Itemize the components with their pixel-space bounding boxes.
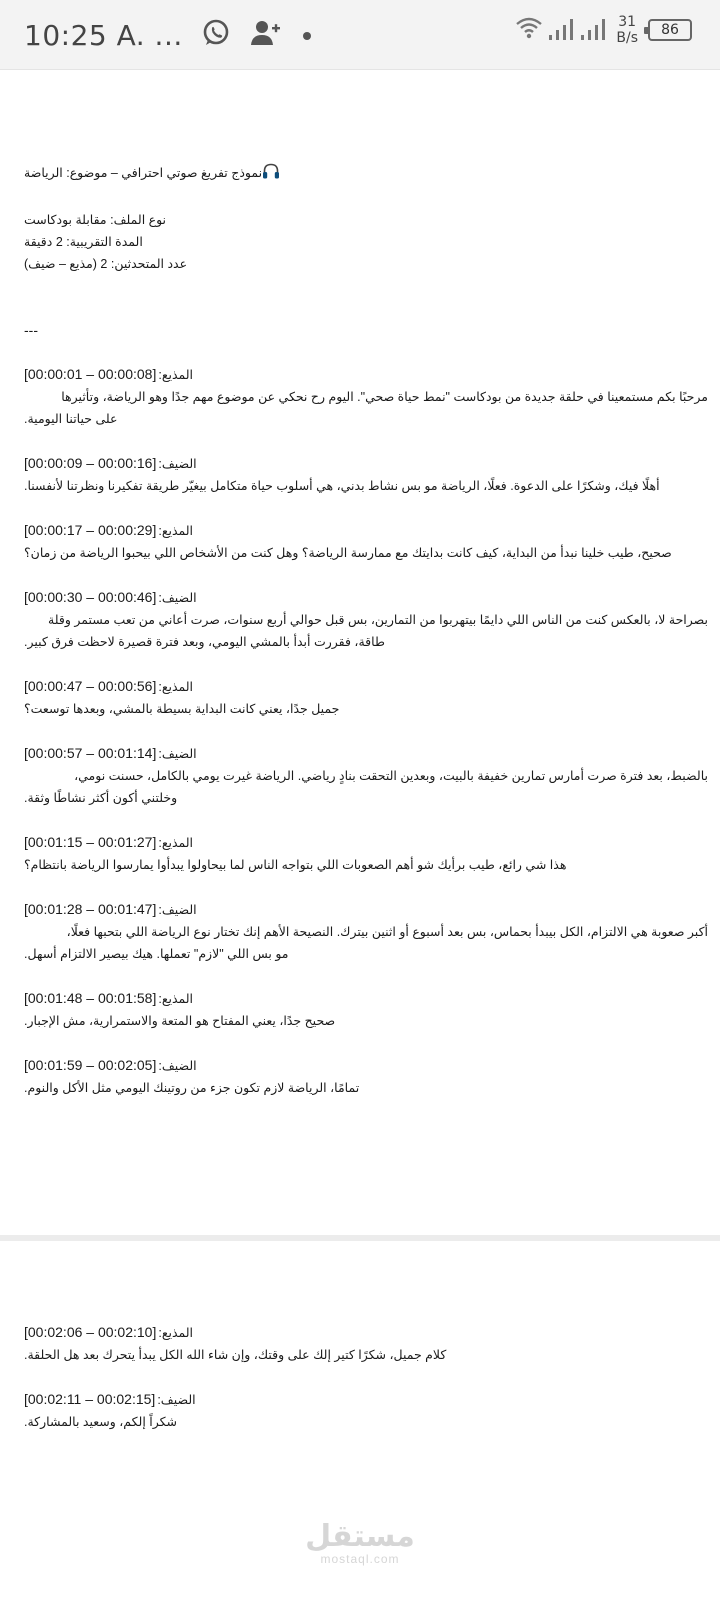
clock: 10:25 A. ...	[24, 19, 183, 52]
transcript-segment	[24, 898, 708, 965]
segment-header	[24, 831, 708, 854]
transcript-segment	[24, 586, 708, 653]
segment-text-line: مو بس اللي "لازم" تعملها. هيك بيصير الالتزام أسهل.	[24, 947, 289, 961]
transcript-segment	[24, 1321, 708, 1366]
segment-speaker: الضيف:	[158, 457, 197, 471]
transcript-segment	[24, 363, 708, 430]
segment-timestamp: [00:00:57 – 00:01:14]	[24, 745, 157, 761]
segment-header	[24, 1388, 708, 1411]
segment-text-line: صحيح، طيب خلينا نبدأ من البداية، كيف كانت بدايتك مع ممارسة الرياضة؟ وهل كنت من الأشخاص اللي بيحبوا الرياضة من زمان؟	[24, 546, 672, 560]
segment-speaker: المذيع:	[158, 992, 194, 1006]
segment-text-line: أهلًا فيك، وشكرًا على الدعوة. فعلًا، الرياضة مو بس نشاط بدني، هي أسلوب حياة متكامل بيغيّر طريقة تفكيرنا ونظرتنا لأنفسنا.	[24, 479, 660, 493]
segment-text-line: مرحبًا بكم مستمعينا في حلقة جديدة من بودكاست "نمط حياة صحي". اليوم رح نحكي عن موضوع مهم جدًا وهو الرياضة، وتأثيرها	[61, 390, 708, 404]
battery-level: 86	[661, 22, 679, 38]
segment-text-line: تمامًا، الرياضة لازم تكون جزء من روتينك اليومي مثل الأكل والنوم.	[24, 1081, 360, 1095]
segment-text-line: كلام جميل، شكرًا كتير إلك على وقتك، وإن شاء الله الكل يبدأ يتحرك بعد هل الحلقة.	[24, 1348, 447, 1362]
battery-icon	[648, 19, 692, 41]
segment-header	[24, 586, 708, 609]
whatsapp-icon	[201, 18, 231, 53]
segment-speaker: المذيع:	[158, 836, 194, 850]
section-separator: ---	[24, 322, 38, 338]
transcript-segment	[24, 519, 708, 564]
segment-timestamp: [00:00:30 – 00:00:46]	[24, 589, 157, 605]
segment-timestamp: [00:00:09 – 00:00:16]	[24, 455, 157, 471]
headphones-icon	[262, 162, 280, 187]
segment-header	[24, 1054, 708, 1077]
signal-icon	[548, 15, 578, 46]
segment-speaker: المذيع:	[158, 368, 194, 382]
document-content	[24, 162, 708, 1121]
meta-speakers: عدد المتحدثين: 2 (مذيع – ضيف)	[24, 257, 188, 271]
status-right-group	[514, 14, 692, 46]
segment-timestamp: [00:01:59 – 00:02:05]	[24, 1057, 157, 1073]
transcript-segment	[24, 1054, 708, 1099]
segment-text-line: طاقة، فقررت أبدأ بالمشي اليومي، وبعد فترة قصيرة لاحظت فرق كبير.	[24, 635, 385, 649]
segment-timestamp: [00:00:17 – 00:00:29]	[24, 522, 157, 538]
meta-file-type: نوع الملف: مقابلة بودكاست	[24, 213, 167, 227]
segment-header	[24, 363, 708, 386]
segment-header	[24, 898, 708, 921]
status-left-group	[24, 18, 311, 53]
segment-speaker: الضيف:	[158, 1059, 197, 1073]
network-speed	[616, 14, 638, 46]
segment-text-line: صحيح جدًا، يعني المفتاح هو المتعة والاستمرارية، مش الإجبار.	[24, 1014, 336, 1028]
segment-text-line: على حياتنا اليومية.	[24, 412, 118, 426]
segment-header	[24, 519, 708, 542]
segment-text-line: شكراً إلكم، وسعيد بالمشاركة.	[24, 1415, 178, 1429]
status-bar	[0, 0, 720, 70]
transcript-segment	[24, 452, 708, 497]
document-content-continued	[24, 1321, 708, 1455]
notification-dot	[303, 32, 311, 40]
signal-icon	[580, 15, 610, 46]
segment-text-line: بالضبط، بعد فترة صرت أمارس تمارين خفيفة بالبيت، وبعدين التحقت بنادٍ رياضي. الرياضة غيرت يومي بالكامل، حسنت نومي،	[74, 769, 708, 783]
segment-text-line: أكبر صعوبة هي الالتزام، الكل بيبدأ بحماس، بس بعد أسبوع أو اثنين بيترك. النصيحة الأهم إنك تختار نوع الرياضة اللي بتحبها فعلًا،	[66, 925, 708, 939]
transcript-segments	[24, 1321, 708, 1433]
segment-timestamp: [00:02:06 – 00:02:10]	[24, 1324, 157, 1340]
segment-text-line: وخلتني أكون أكثر نشاطًا وثقة.	[24, 791, 178, 805]
meta-duration: المدة التقريبية: 2 دقيقة	[24, 235, 143, 249]
segment-speaker: الضيف:	[157, 1393, 196, 1407]
segment-timestamp: [00:00:01 – 00:00:08]	[24, 366, 157, 382]
segment-header	[24, 452, 708, 475]
segment-timestamp: [00:01:15 – 00:01:27]	[24, 834, 157, 850]
segment-text-line: هذا شي رائع، طيب برأيك شو أهم الصعوبات اللي بتواجه الناس لما بيحاولوا يبدأوا يمارسوا الرياضة بانتظام؟	[24, 858, 567, 872]
segment-speaker: المذيع:	[158, 1326, 194, 1340]
network-speed-unit: B/s	[616, 30, 638, 46]
segment-timestamp: [00:01:48 – 00:01:58]	[24, 990, 157, 1006]
transcript-segment	[24, 675, 708, 720]
transcript-segment	[24, 1388, 708, 1433]
segment-speaker: المذيع:	[158, 524, 194, 538]
watermark-logo: مستقل	[305, 1520, 415, 1553]
segment-header	[24, 742, 708, 765]
mostaql-watermark	[0, 1522, 720, 1566]
transcript-segment	[24, 831, 708, 876]
segment-speaker: الضيف:	[158, 747, 197, 761]
segment-text-line: جميل جدًا، يعني كانت البداية بسيطة بالمشي، وبعدها توسعت؟	[24, 702, 340, 716]
transcript-segments	[24, 363, 708, 1099]
transcript-segment	[24, 987, 708, 1032]
segment-header	[24, 1321, 708, 1344]
segment-speaker: الضيف:	[158, 903, 197, 917]
transcript-segment	[24, 742, 708, 809]
segment-timestamp: [00:01:28 – 00:01:47]	[24, 901, 157, 917]
wifi-icon	[514, 15, 544, 46]
segment-header	[24, 987, 708, 1010]
segment-speaker: الضيف:	[158, 591, 197, 605]
watermark-url: mostaql.com	[320, 1552, 400, 1566]
add-contact-icon	[249, 18, 281, 53]
document-page-1	[0, 70, 720, 1235]
segment-header	[24, 675, 708, 698]
segment-timestamp: [00:00:47 – 00:00:56]	[24, 678, 157, 694]
document-title: نموذج تفريغ صوتي احترافي – موضوع: الرياضة	[24, 166, 263, 180]
segment-timestamp: [00:02:11 – 00:02:15]	[24, 1391, 156, 1407]
segment-speaker: المذيع:	[158, 680, 194, 694]
segment-text-line: بصراحة لا، بالعكس كنت من الناس اللي دايمًا بيتهربوا من التمارين، بس قبل حوالي أربع سنوات، صرت أعاني من تعب مستمر وقلة	[48, 613, 708, 627]
network-speed-value: 31	[618, 14, 637, 30]
document-title-line	[24, 162, 708, 187]
